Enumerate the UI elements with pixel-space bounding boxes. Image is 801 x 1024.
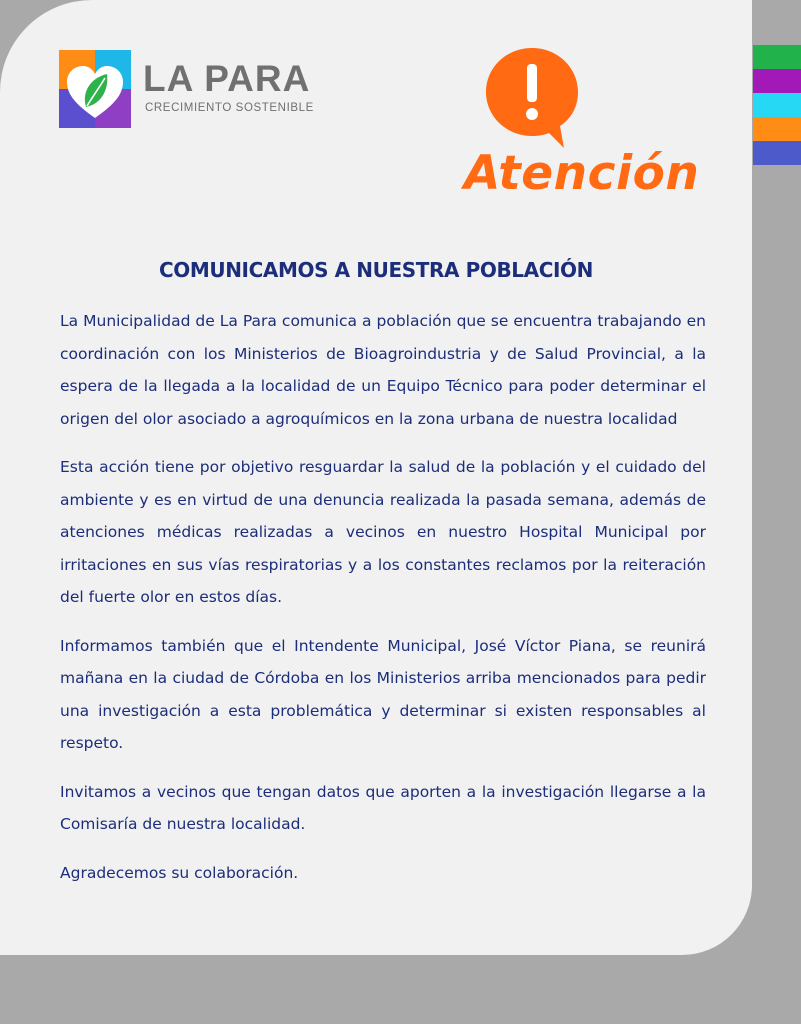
la-para-logo — [59, 50, 319, 130]
stripe-indigo — [753, 141, 801, 165]
color-stripes — [753, 45, 801, 165]
paragraph: Esta acción tiene por objetivo resguardar la salud de la población y el cuidado del ambiente y es en virtud de una denuncia realizada la pasada semana, además de atenciones médicas realizadas a vecinos en nuestro Hospital Municipal por irritaciones en sus vías respiratorias y a los constantes reclamos por la reiteración del fuerte olor en estos días. — [60, 458, 706, 606]
stripe-green — [753, 45, 801, 69]
logo-subtitle: CRECIMIENTO SOSTENIBLE — [145, 102, 314, 114]
paragraph: La Municipalidad de La Para comunica a población que se encuentra trabajando en coordinación con los Ministerios de Bioagroindustria y de Salud Provincial, a la espera de la llegada a la localidad de un Equipo Técnico para poder determinar el origen del olor asociado a agroquímicos en la zona urbana de nuestra localidad — [60, 312, 706, 428]
notice-heading: COMUNICAMOS A NUESTRA POBLACIÓN — [159, 258, 593, 282]
stripe-purple — [753, 69, 801, 93]
attention-title: Atención — [464, 146, 700, 201]
stripe-cyan — [753, 93, 801, 117]
exclamation-speech-bubble-icon — [482, 44, 582, 150]
logo-title: LA PARA — [143, 58, 311, 99]
paragraph: Invitamos a vecinos que tengan datos que aporten a la investigación llegarse a la Comisaría de nuestra localidad. — [60, 782, 706, 833]
heart-leaf-logo-icon — [59, 50, 131, 128]
notice-body — [60, 305, 706, 905]
stripe-orange — [753, 117, 801, 141]
paragraph: Agradecemos su colaboración. — [60, 863, 299, 882]
paragraph: Informamos también que el Intendente Municipal, José Víctor Piana, se reunirá mañana en la ciudad de Córdoba en los Ministerios arriba mencionados para pedir una investigación a esta problemática y determinar si existen responsables al respeto. — [60, 636, 706, 752]
